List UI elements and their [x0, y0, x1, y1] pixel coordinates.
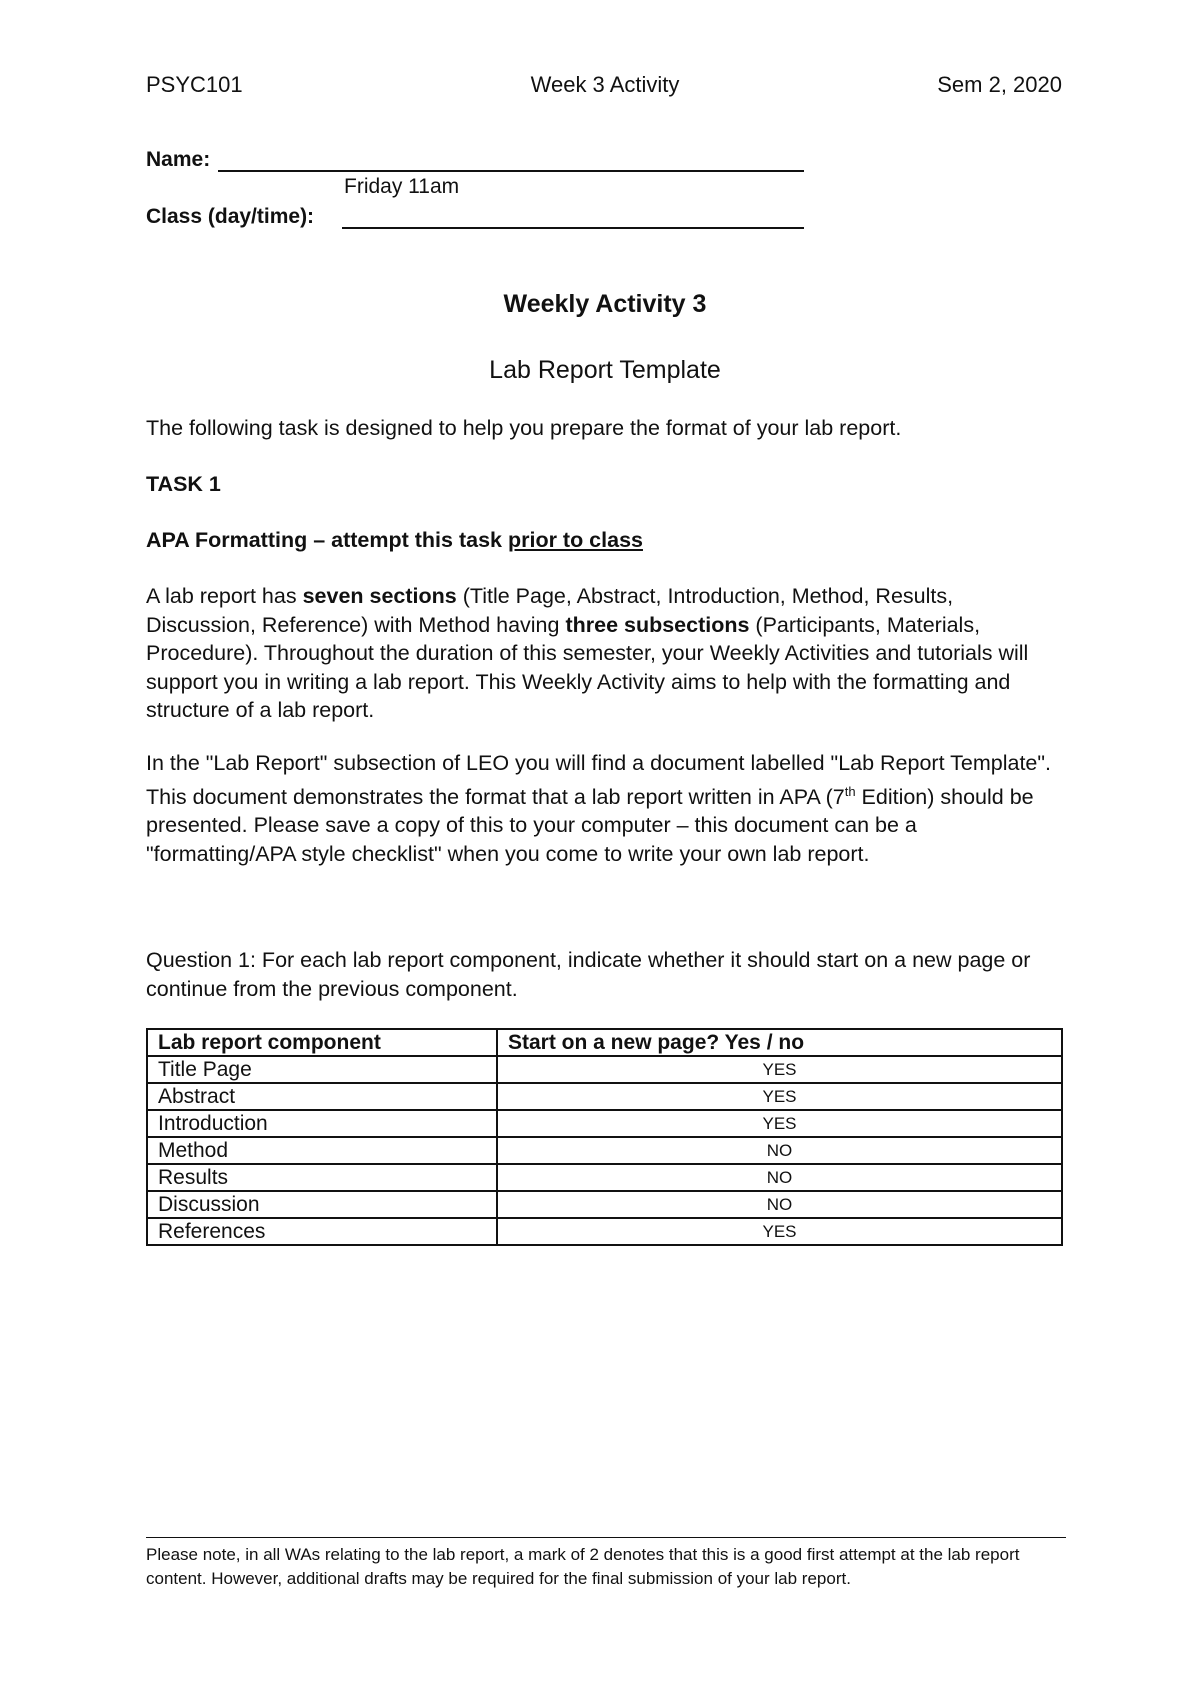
table-row	[147, 1083, 1062, 1110]
answer-cell: NO	[497, 1137, 1062, 1164]
intro-text: The following task is designed to help you prepare the format of your lab report.	[146, 416, 902, 440]
question-1: Question 1: For each lab report component, indicate whether it should start on a new page or continue from the previous component.	[146, 948, 1031, 1001]
table-row	[147, 1137, 1062, 1164]
page-title: Weekly Activity 3	[503, 290, 707, 318]
table-header-new-page: Start on a new page? Yes / no	[497, 1029, 1062, 1056]
footnote-divider	[146, 1537, 1066, 1538]
component-cell: Introduction	[147, 1110, 497, 1137]
table-header-row	[147, 1029, 1062, 1056]
answer-cell: YES	[497, 1083, 1062, 1110]
para2-superscript: th	[844, 783, 856, 799]
class-field-line	[342, 227, 804, 229]
table-row	[147, 1056, 1062, 1083]
name-field-line	[218, 170, 804, 172]
answer-cell: NO	[497, 1164, 1062, 1191]
class-label: Class (day/time):	[146, 205, 315, 228]
table-row	[147, 1110, 1062, 1137]
table-header-component: Lab report component	[147, 1029, 497, 1056]
component-cell: Method	[147, 1137, 497, 1164]
header-semester: Sem 2, 2020	[937, 72, 1062, 97]
answer-cell: YES	[497, 1056, 1062, 1083]
component-cell: Discussion	[147, 1191, 497, 1218]
name-label: Name:	[146, 148, 211, 171]
component-cell: References	[147, 1218, 497, 1245]
task-heading-underlined: prior to class	[507, 528, 643, 552]
component-cell: Results	[147, 1164, 497, 1191]
sections-paragraph	[146, 582, 1066, 725]
answer-cell: YES	[497, 1218, 1062, 1245]
class-value: Friday 11am	[344, 175, 460, 198]
para2-text-2: Edition) should be presented. Please save a copy of this to your computer – this document can be a "formatting/APA style checklist" when you come to write your own lab report.	[146, 784, 1034, 866]
header-week-title: Week 3 Activity	[530, 72, 680, 97]
para1-text-1: A lab report has	[146, 584, 303, 608]
para1-bold-subsections: three subsections	[565, 612, 750, 637]
page-subtitle: Lab Report Template	[489, 356, 721, 384]
table-row	[147, 1164, 1062, 1191]
footnote: Please note, in all WAs relating to the lab report, a mark of 2 denotes that this is a good first attempt at the lab report content. However, additional drafts may be required for the final submission of your lab report.	[146, 1545, 1020, 1588]
para2-text-1: In the "Lab Report" subsection of LEO you will find a document labelled "Lab Report Template". This document demonstrates the format that a lab report written in APA (7	[146, 751, 1051, 809]
para1-bold-sections: seven sections	[302, 584, 457, 608]
task-label: TASK 1	[146, 472, 221, 496]
component-cell: Abstract	[147, 1083, 497, 1110]
component-table	[146, 1028, 1063, 1246]
para1-text-3: (Participants, Materials, Procedure). Throughout the duration of this semester, your Weekly Activities and tutorials will support you in writing a lab report. This Weekly Activity aims to help with the formatting and structure of a lab report.	[146, 612, 1029, 722]
table-row	[147, 1218, 1062, 1245]
task-heading	[146, 526, 1066, 555]
answer-cell: YES	[497, 1110, 1062, 1137]
para1-text-2: (Title Page, Abstract, Introduction, Method, Results, Discussion, Reference) with Method having	[146, 584, 954, 637]
header-course-code: PSYC101	[146, 72, 243, 97]
template-paragraph	[146, 749, 1066, 868]
component-cell: Title Page	[147, 1056, 497, 1083]
task-heading-text: APA Formatting – attempt this task	[146, 528, 508, 552]
answer-cell: NO	[497, 1191, 1062, 1218]
table-row	[147, 1191, 1062, 1218]
